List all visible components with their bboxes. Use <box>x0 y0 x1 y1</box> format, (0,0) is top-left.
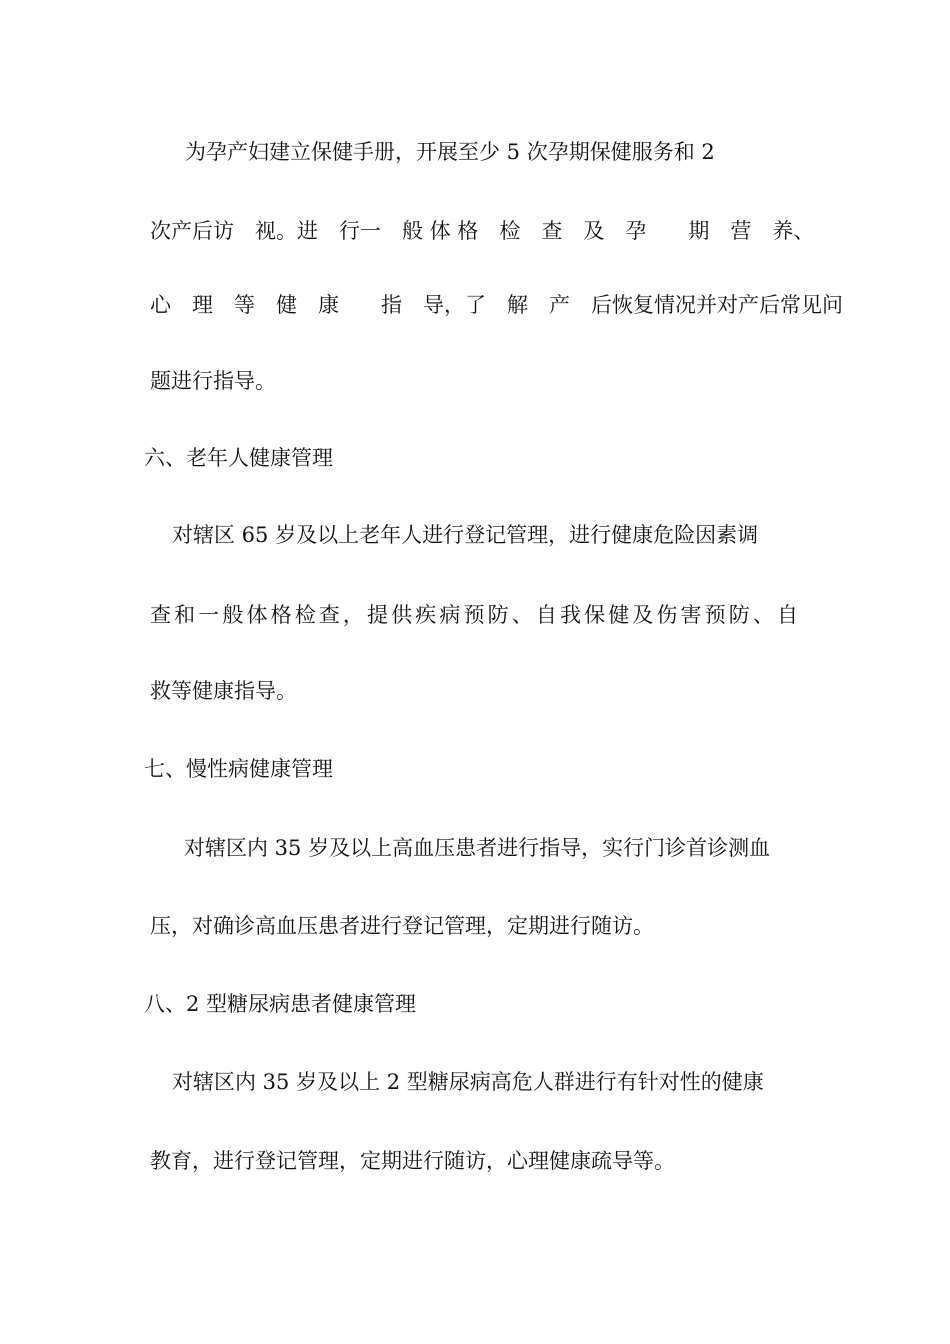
paragraph-line: 对辖区内 35 岁及以上 2 型糖尿病高危人群进行有针对性的健康 <box>172 1070 764 1094</box>
paragraph-line: 心 理 等 健 康 指 导，了 解 产 后恢复情况并对产后常见问 <box>150 293 843 317</box>
section-heading: 六、老年人健康管理 <box>144 446 333 470</box>
paragraph-line: 教育，进行登记管理，定期进行随访，心理健康疏导等。 <box>150 1149 675 1173</box>
section-heading: 八、2 型糖尿病患者健康管理 <box>144 992 417 1016</box>
paragraph-line: 次产后访 视。进 行一 般 体 格 检 查 及 孕 期 营 养、 <box>150 219 815 243</box>
paragraph-line: 查和一般体格检查，提供疾病预防、自我保健及伤害预防、自 <box>150 603 798 627</box>
section-heading: 七、慢性病健康管理 <box>144 757 333 781</box>
paragraph-line: 对辖区 65 岁及以上老年人进行登记管理，进行健康危险因素调 <box>172 523 759 547</box>
paragraph-line: 为孕产妇建立保健手册，开展至少 5 次孕期保健服务和 2 <box>185 140 715 164</box>
paragraph-line: 救等健康指导。 <box>150 679 297 703</box>
paragraph-line: 对辖区内 35 岁及以上高血压患者进行指导，实行门诊首诊测血 <box>184 836 771 860</box>
paragraph-line: 压，对确诊高血压患者进行登记管理，定期进行随访。 <box>150 914 654 938</box>
paragraph-line: 题进行指导。 <box>150 369 276 393</box>
